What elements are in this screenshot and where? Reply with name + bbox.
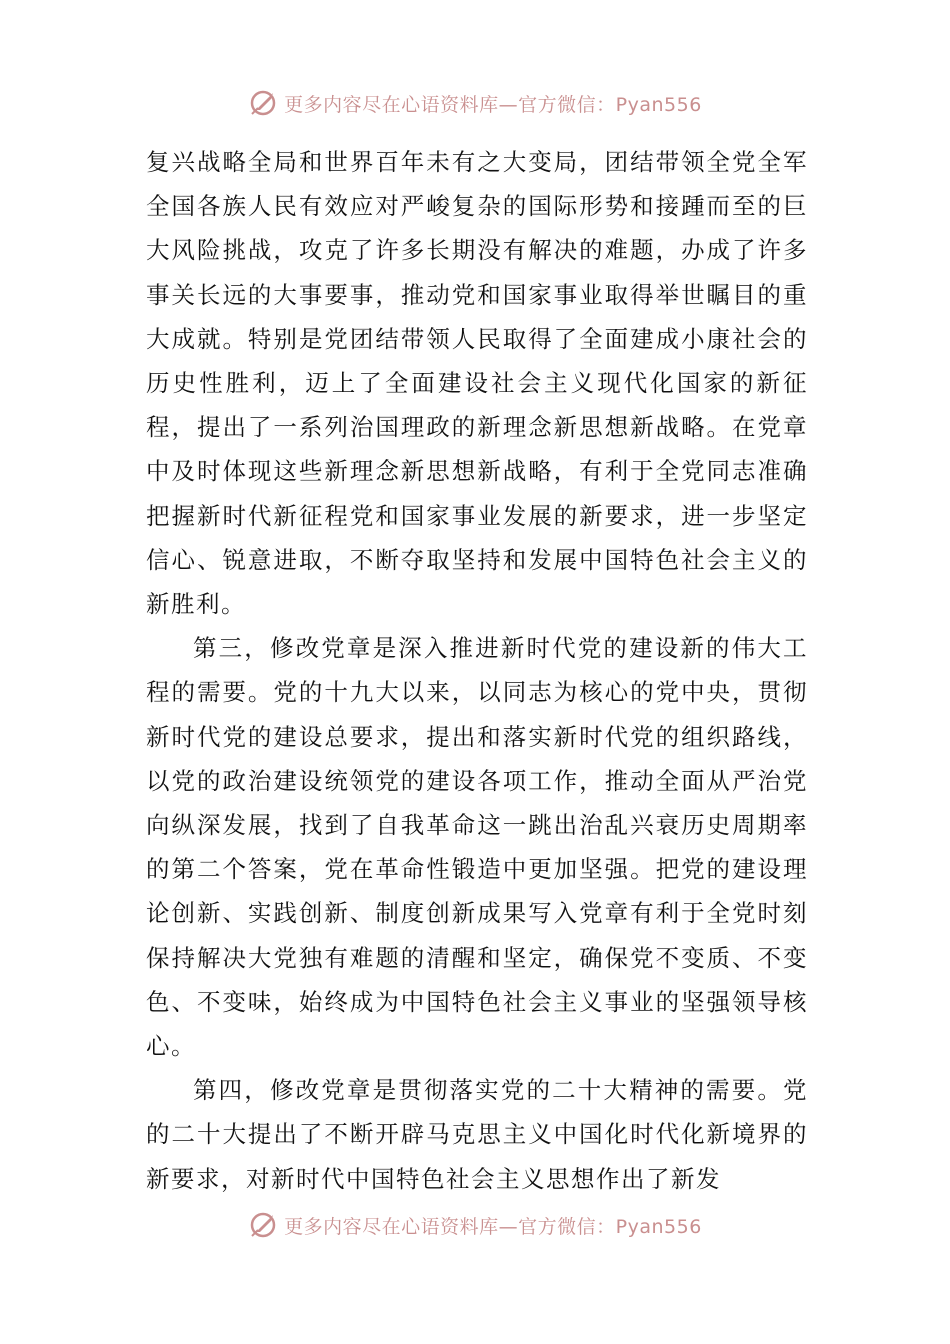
watermark-text: 更多内容尽在心语资料库—官方微信：Pyan556 — [284, 93, 702, 116]
document-body — [146, 140, 808, 1201]
paragraph-third-point: 第三，修改党章是深入推进新时代党的建设新的伟大工程的需要。党的十九大以来，以同志为核心的党中央，贯彻新时代党的建设总要求，提出和落实新时代党的组织路线，以党的政治建设统领党的建设各项工作，推动全面从严治党向纵深发展，找到了自我革命这一跳出治乱兴衰历史周期率的第二个答案，党在革命性锻造中更加坚强。把党的建设理论创新、实践创新、制度创新成果写入党章有利于全党时刻保持解决大党独有难题的清醒和坚定，确保党不变质、不变色、不变味，始终成为中国特色社会主义事业的坚强领导核心。 — [146, 634, 808, 1061]
header-watermark — [0, 86, 950, 120]
footer-watermark — [0, 1208, 950, 1242]
paragraph-continued: 复兴战略全局和世界百年未有之大变局，团结带领全党全军全国各族人民有效应对严峻复杂的国际形势和接踵而至的巨大风险挑战，攻克了许多长期没有解决的难题，办成了许多事关长远的大事要事，推动党和国家事业取得举世瞩目的重大成就。特别是党团结带领人民取得了全面建成小康社会的历史性胜利，迈上了全面建设社会主义现代化国家的新征程，提出了一系列治国理政的新理念新思想新战略。在党章中及时体现这些新理念新思想新战略，有利于全党同志准确把握新时代新征程党和国家事业发展的新要求，进一步坚定信心、锐意进取，不断夺取坚持和发展中国特色社会主义的新胜利。 — [146, 148, 808, 619]
paragraph-fourth-point: 第四，修改党章是贯彻落实党的二十大精神的需要。党的二十大提出了不断开辟马克思主义中国化时代化新境界的新要求，对新时代中国特色社会主义思想作出了新发 — [146, 1076, 808, 1193]
quill-seal-icon — [248, 1210, 278, 1240]
watermark-text: 更多内容尽在心语资料库—官方微信：Pyan556 — [284, 1215, 702, 1238]
quill-seal-icon — [248, 88, 278, 118]
